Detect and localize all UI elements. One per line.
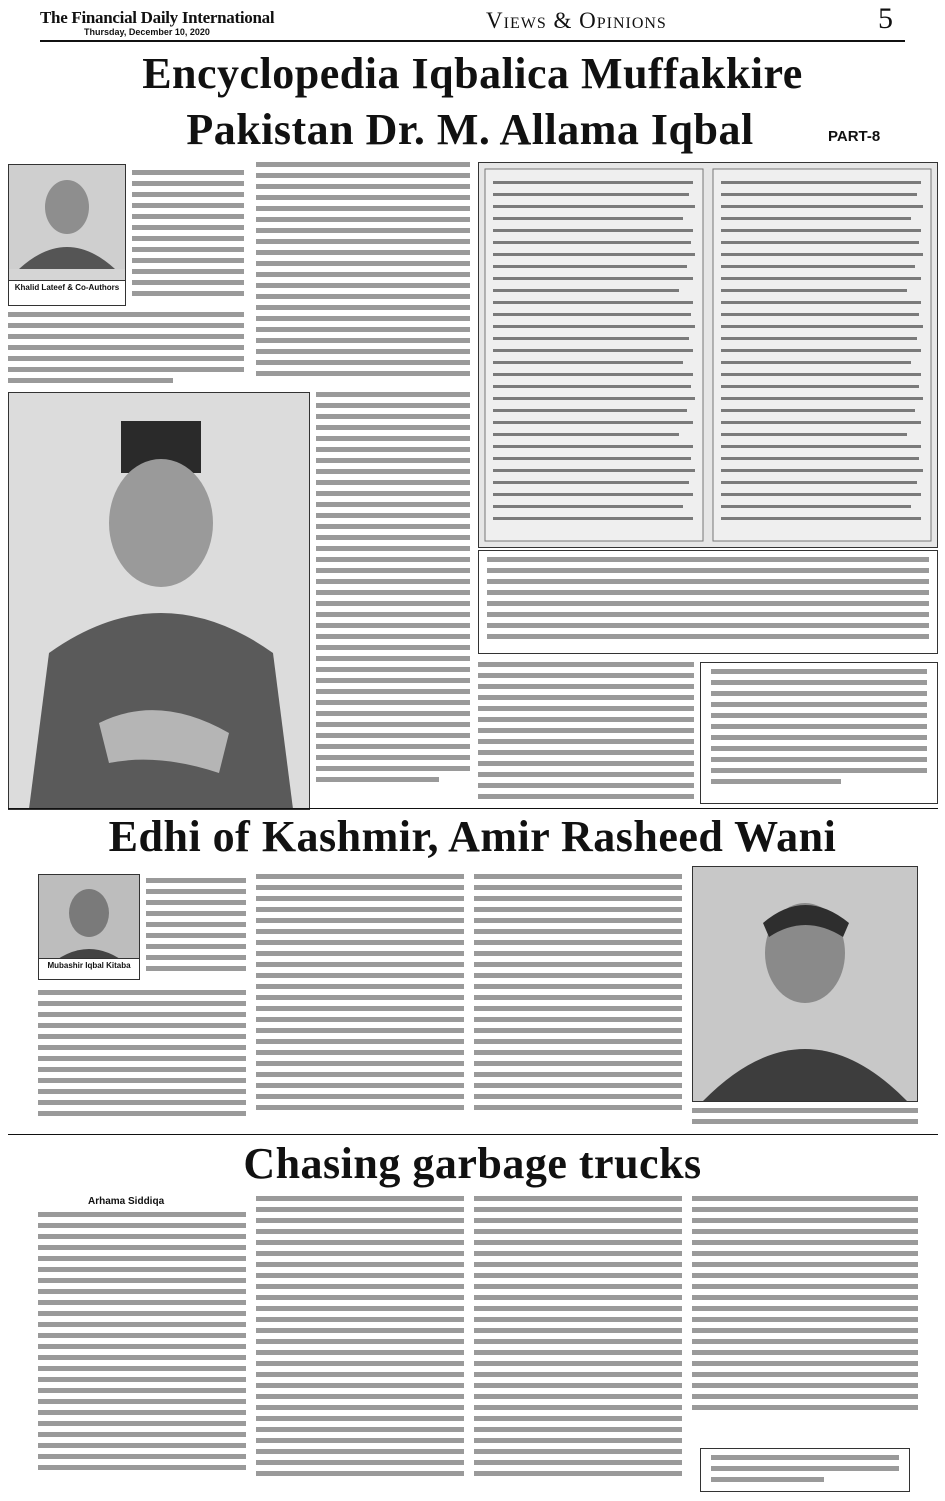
article1-author-photo (8, 164, 126, 294)
amir-rasheed-wani-portrait-icon (693, 867, 917, 1101)
allama-iqbal-photo (8, 392, 310, 810)
article2-text-col4 (692, 1108, 918, 1130)
article1-text-col4 (478, 662, 694, 805)
article2-headline: Edhi of Kashmir, Amir Rasheed Wani (108, 812, 837, 861)
amir-rasheed-wani-photo (692, 866, 918, 1102)
article1-headline-line1: Encyclopedia Iqbalica Muffakkire (142, 49, 803, 98)
page-number: 5 (878, 2, 893, 35)
article3-byline: Arhama Siddiqa (88, 1196, 165, 1207)
article1-author-caption: Khalid Lateef & Co-Authors (8, 280, 126, 306)
urdu-manuscript-page-icon (479, 163, 937, 547)
article2-author-caption: Mubashir Iqbal Kitaba (38, 958, 140, 980)
allama-iqbal-portrait-icon (9, 393, 309, 809)
paper-name: The Financial Daily International (40, 8, 275, 27)
article1-text-col2 (256, 162, 470, 382)
article2-text-col2 (256, 874, 464, 1116)
article1-text-col1a (132, 170, 244, 302)
urdu-facsimile-image (478, 162, 938, 548)
article2-text-col3 (474, 874, 682, 1116)
article-divider-1 (8, 808, 938, 809)
article1-part-label: PART-8 (828, 128, 881, 145)
article3-text-col4 (692, 1196, 918, 1416)
article3-text-col2 (256, 1196, 464, 1482)
article1-text-col1b (8, 312, 244, 389)
article2-author-photo (38, 874, 140, 970)
article2-text-col1b (38, 990, 246, 1122)
issue-date: Thursday, December 10, 2020 (84, 27, 210, 37)
article1-headline-line2: Pakistan Dr. M. Allama Iqbal (186, 105, 754, 154)
article3-text-col1 (38, 1212, 246, 1476)
facsimile-caption (478, 550, 938, 654)
author-bio-box (700, 662, 938, 804)
article2-text-col1a (146, 878, 246, 977)
article3-text-col3 (474, 1196, 682, 1482)
masthead-rule (40, 40, 905, 42)
author-portrait-icon (39, 875, 139, 969)
author-portrait-icon (9, 165, 125, 269)
article1-text-col3 (316, 392, 470, 788)
section-name: Views & Opinions (486, 8, 667, 33)
article-divider-2 (8, 1134, 938, 1135)
article3-writer-box (700, 1448, 910, 1492)
article3-headline: Chasing garbage trucks (243, 1139, 702, 1188)
